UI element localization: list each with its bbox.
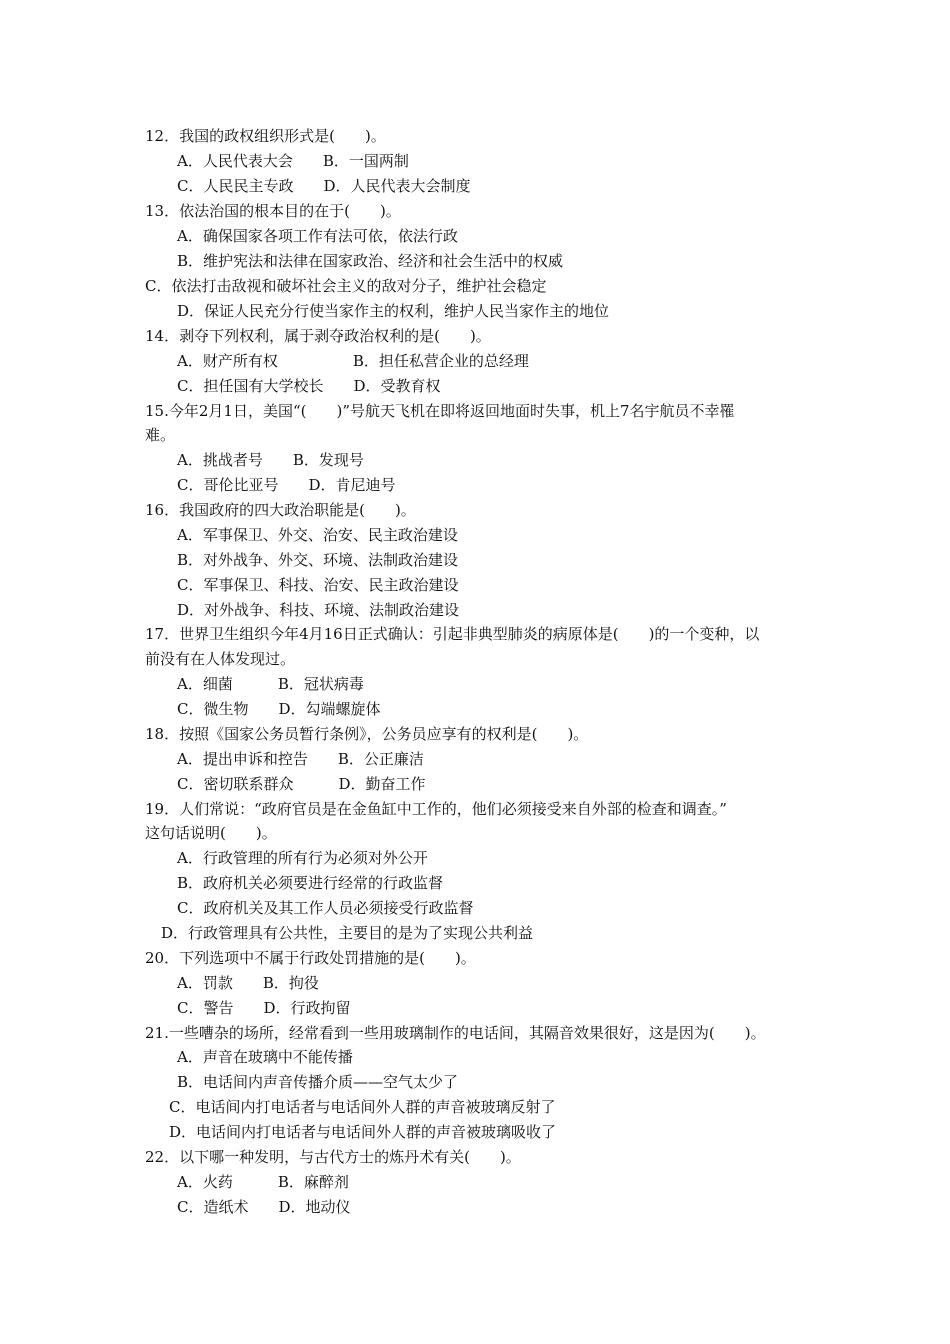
question-20-options-cd: C．警告 D．行政拘留 — [177, 999, 351, 1017]
question-16-option-a: A．军事保卫、外交、治安、民主政治建设 — [177, 526, 458, 544]
question-13-stem: 13．依法治国的根本目的在于( )。 — [145, 202, 401, 220]
question-16-option-d: D．对外战争、科技、环境、法制政治建设 — [177, 601, 460, 619]
question-20-stem: 20．下列选项中不属于行政处罚措施的是( )。 — [145, 949, 476, 967]
question-15-stem-cont: 难。 — [145, 426, 176, 444]
question-19-stem: 19．人们常说：“政府官员是在金鱼缸中工作的，他们必须接受来自外部的检查和调查。” — [145, 800, 727, 818]
question-19-stem-cont: 这句话说明( )。 — [145, 824, 277, 842]
question-22-options-ab: A．火药 B．麻醉剂 — [177, 1173, 349, 1191]
question-15-stem: 15.今年2月1日，美国“( )”号航天飞机在即将返回地面时失事，机上7名宇航员不幸罹 — [145, 402, 735, 420]
question-13-option-c: C．依法打击敌视和破坏社会主义的敌对分子，维护社会稳定 — [145, 277, 547, 295]
question-19-option-d: D．行政管理具有公共性，主要目的是为了实现公共利益 — [161, 924, 534, 942]
question-19-option-a: A．行政管理的所有行为必须对外公开 — [177, 849, 428, 867]
question-17-options-cd: C．微生物 D．勾端螺旋体 — [177, 700, 381, 718]
question-14-options-ab: A．财产所有权 B．担任私营企业的总经理 — [177, 352, 529, 370]
question-12-options-cd: C．人民民主专政 D．人民代表大会制度 — [177, 177, 471, 195]
question-13-option-d: D．保证人民充分行使当家作主的权利，维护人民当家作主的地位 — [177, 302, 610, 320]
question-16-stem: 16．我国政府的四大政治职能是( )。 — [145, 501, 416, 519]
question-14-stem: 14．剥夺下列权利，属于剥夺政治权利的是( )。 — [145, 327, 491, 345]
question-21-option-c: C．电话间内打电话者与电话间外人群的声音被玻璃反射了 — [169, 1098, 556, 1116]
question-22-options-cd: C．造纸术 D．地动仪 — [177, 1198, 351, 1216]
question-18-stem: 18．按照《国家公务员暂行条例》，公务员应享有的权利是( )。 — [145, 725, 589, 743]
question-17-options-ab: A．细菌 B．冠状病毒 — [177, 675, 364, 693]
question-18-options-ab: A．提出申诉和控告 B．公正廉洁 — [177, 750, 424, 768]
question-14-options-cd: C．担任国有大学校长 D．受教育权 — [177, 377, 441, 395]
question-16-option-c: C．军事保卫、科技、治安、民主政治建设 — [177, 576, 459, 594]
question-15-options-cd: C．哥伦比亚号 D．肯尼迪号 — [177, 476, 396, 494]
question-19-option-c: C．政府机关及其工作人员必须接受行政监督 — [177, 899, 474, 917]
question-13-option-a: A．确保国家各项工作有法可依，依法行政 — [177, 227, 458, 245]
question-17-stem: 17．世界卫生组织今年4月16日正式确认：引起非典型肺炎的病原体是( )的一个变种，以 — [145, 625, 760, 643]
question-16-option-b: B．对外战争、外交、环境、法制政治建设 — [177, 551, 459, 569]
question-21-option-b: B．电话间内声音传播介质——空气太少了 — [177, 1073, 459, 1091]
question-19-option-b: B．政府机关必须要进行经常的行政监督 — [177, 874, 444, 892]
question-15-options-ab: A．挑战者号 B．发现号 — [177, 451, 364, 469]
question-18-options-cd: C．密切联系群众 D．勤奋工作 — [177, 775, 426, 793]
question-21-option-d: D．电话间内打电话者与电话间外人群的声音被玻璃吸收了 — [169, 1123, 557, 1141]
question-22-stem: 22．以下哪一种发明，与古代方士的炼丹术有关( )。 — [145, 1148, 521, 1166]
question-13-option-b: B．维护宪法和法律在国家政治、经济和社会生活中的权威 — [177, 252, 564, 270]
question-21-option-a: A．声音在玻璃中不能传播 — [177, 1048, 353, 1066]
question-12-options-ab: A．人民代表大会 B．一国两制 — [177, 152, 409, 170]
question-21-stem: 21.一些嘈杂的场所，经常看到一些用玻璃制作的电话间，其隔音效果很好，这是因为( )。 — [145, 1024, 766, 1042]
question-12-stem: 12．我国的政权组织形式是( )。 — [145, 127, 386, 145]
question-20-options-ab: A．罚款 B．拘役 — [177, 974, 319, 992]
question-17-stem-cont: 前没有在人体发现过。 — [145, 650, 296, 668]
